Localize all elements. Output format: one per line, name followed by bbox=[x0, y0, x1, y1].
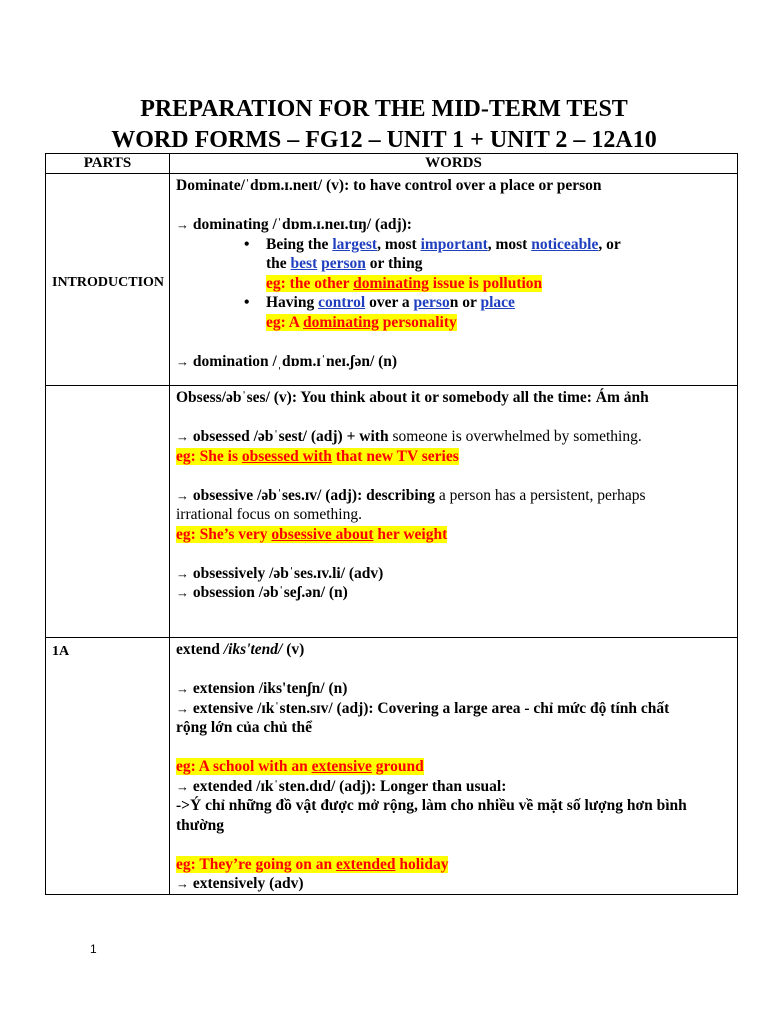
arrow-icon: → bbox=[176, 565, 189, 581]
page-number: 1 bbox=[90, 942, 97, 956]
document-subtitle: WORD FORMS – FG12 – UNIT 1 + UNIT 2 – 12A10 bbox=[111, 127, 657, 153]
list-item: • Being the largest, most important, most noticeable, or the best person or thing eg: the other dominating issue is pollution bbox=[244, 235, 621, 292]
example-sentence: eg: the other dominating issue is pollution bbox=[266, 274, 543, 292]
entry-extend: extend /iks'tend/ (v) bbox=[176, 641, 305, 658]
entry-domination: → domination /ˌdɒm.ɪˈneɪ.ʃən/ (n) bbox=[176, 352, 398, 370]
entry-obsessive: → obsessive /əbˈses.ɪv/ (adj): describing a person has a persistent, perhaps bbox=[176, 486, 646, 504]
word-forms-table bbox=[45, 153, 738, 895]
entry-obsession: → obsession /əbˈseʃ.ən/ (n) bbox=[176, 584, 348, 601]
example-sentence: eg: A school with an extensive ground bbox=[176, 758, 424, 775]
entry-extensively: → extensively (adv) bbox=[176, 875, 304, 892]
definition-list bbox=[176, 235, 733, 333]
example-sentence: eg: A dominating personality bbox=[266, 313, 457, 331]
link-noticeable[interactable]: noticeable bbox=[531, 235, 599, 253]
link-control[interactable]: control bbox=[318, 294, 366, 311]
arrow-icon: → bbox=[176, 700, 189, 716]
arrow-icon: → bbox=[176, 876, 189, 891]
header-words: WORDS bbox=[170, 154, 738, 174]
header-parts: PARTS bbox=[46, 154, 170, 174]
link-important[interactable]: important bbox=[420, 235, 488, 253]
part-cell bbox=[46, 386, 170, 638]
arrow-icon: → bbox=[176, 778, 189, 794]
part-cell: INTRODUCTION bbox=[46, 174, 170, 386]
example-sentence: eg: She is obsessed with that new TV series bbox=[176, 447, 459, 465]
table-row bbox=[46, 638, 738, 895]
entry-dominating: → dominating /ˈdɒm.ɪ.neɪ.tɪŋ/ (adj): bbox=[176, 216, 412, 233]
arrow-icon: → bbox=[176, 681, 189, 696]
link-person-2[interactable]: perso bbox=[413, 294, 450, 311]
words-cell: extend /iks'tend/ (v) → extension /iks'tenʃn/ (n) → extensive /ɪkˈsten.sɪv/ (adj): Covering a large area - chỉ mức độ tính chất rộng lớn của chủ thể eg: A school with an extensive ground → extended /ɪkˈsten.dɪd/ (adj): Longer than usual: ->Ý chỉ những đồ vật được mở rộng, làm cho nhiều về mặt số lượng hơn bình thường eg: They’re going on an extended holiday → extensively (adv) bbox=[170, 638, 738, 895]
table-header-row bbox=[46, 154, 738, 174]
example-sentence: eg: They’re going on an extended holiday bbox=[176, 855, 449, 873]
link-largest[interactable]: largest bbox=[332, 235, 378, 253]
words-cell bbox=[170, 174, 738, 386]
arrow-icon: → bbox=[176, 217, 189, 232]
arrow-icon: → bbox=[176, 429, 189, 444]
link-place[interactable]: place bbox=[480, 294, 515, 311]
arrow-icon: → bbox=[176, 353, 189, 369]
part-cell: 1A bbox=[46, 638, 170, 895]
arrow-icon: → bbox=[176, 487, 189, 503]
link-best[interactable]: best bbox=[290, 255, 318, 272]
arrow-icon: → bbox=[176, 585, 189, 600]
bullet-icon: • bbox=[244, 235, 250, 253]
words-cell: Obsess/əbˈses/ (v): You think about it or somebody all the time: Ám ảnh → obsessed /əbˈsest/ (adj) + with someone is overwhelmed by something. eg: She is obsessed with that new TV series → obsessive /əbˈses.ɪv/ (adj): describing a person has a persistent, perhaps irrational focus on something. eg: She’s very obsessive about her weight → obsessively /əbˈses.ɪv.li/ (adv) → obsession /əbˈseʃ.ən/ (n) bbox=[170, 386, 738, 638]
entry-obsessively: → obsessively /əbˈses.ɪv.li/ (adv) bbox=[176, 564, 384, 582]
entry-extension: → extension /iks'tenʃn/ (n) bbox=[176, 680, 348, 697]
entry-obsessed: → obsessed /əbˈsest/ (adj) + with someone is overwhelmed by something. bbox=[176, 428, 642, 445]
example-sentence: eg: She’s very obsessive about her weight bbox=[176, 525, 448, 543]
bullet-icon: • bbox=[244, 294, 250, 311]
document-title: PREPARATION FOR THE MID-TERM TEST bbox=[140, 96, 628, 122]
entry-extensive: → extensive /ɪkˈsten.sɪv/ (adj): Covering a large area - chỉ mức độ tính chất bbox=[176, 699, 670, 717]
list-item: • Having control over a person or place eg: A dominating personality bbox=[244, 294, 515, 331]
link-person[interactable]: person bbox=[321, 255, 366, 272]
table-row bbox=[46, 386, 738, 638]
table-row bbox=[46, 174, 738, 386]
entry-obsess: Obsess/əbˈses/ (v): You think about it or somebody all the time: Ám ảnh bbox=[176, 389, 649, 406]
entry-dominate: Dominate/ˈdɒm.ɪ.neɪt/ (v): to have control over a place or person bbox=[176, 177, 602, 194]
entry-extended: → extended /ɪkˈsten.dɪd/ (adj): Longer than usual: bbox=[176, 777, 507, 795]
